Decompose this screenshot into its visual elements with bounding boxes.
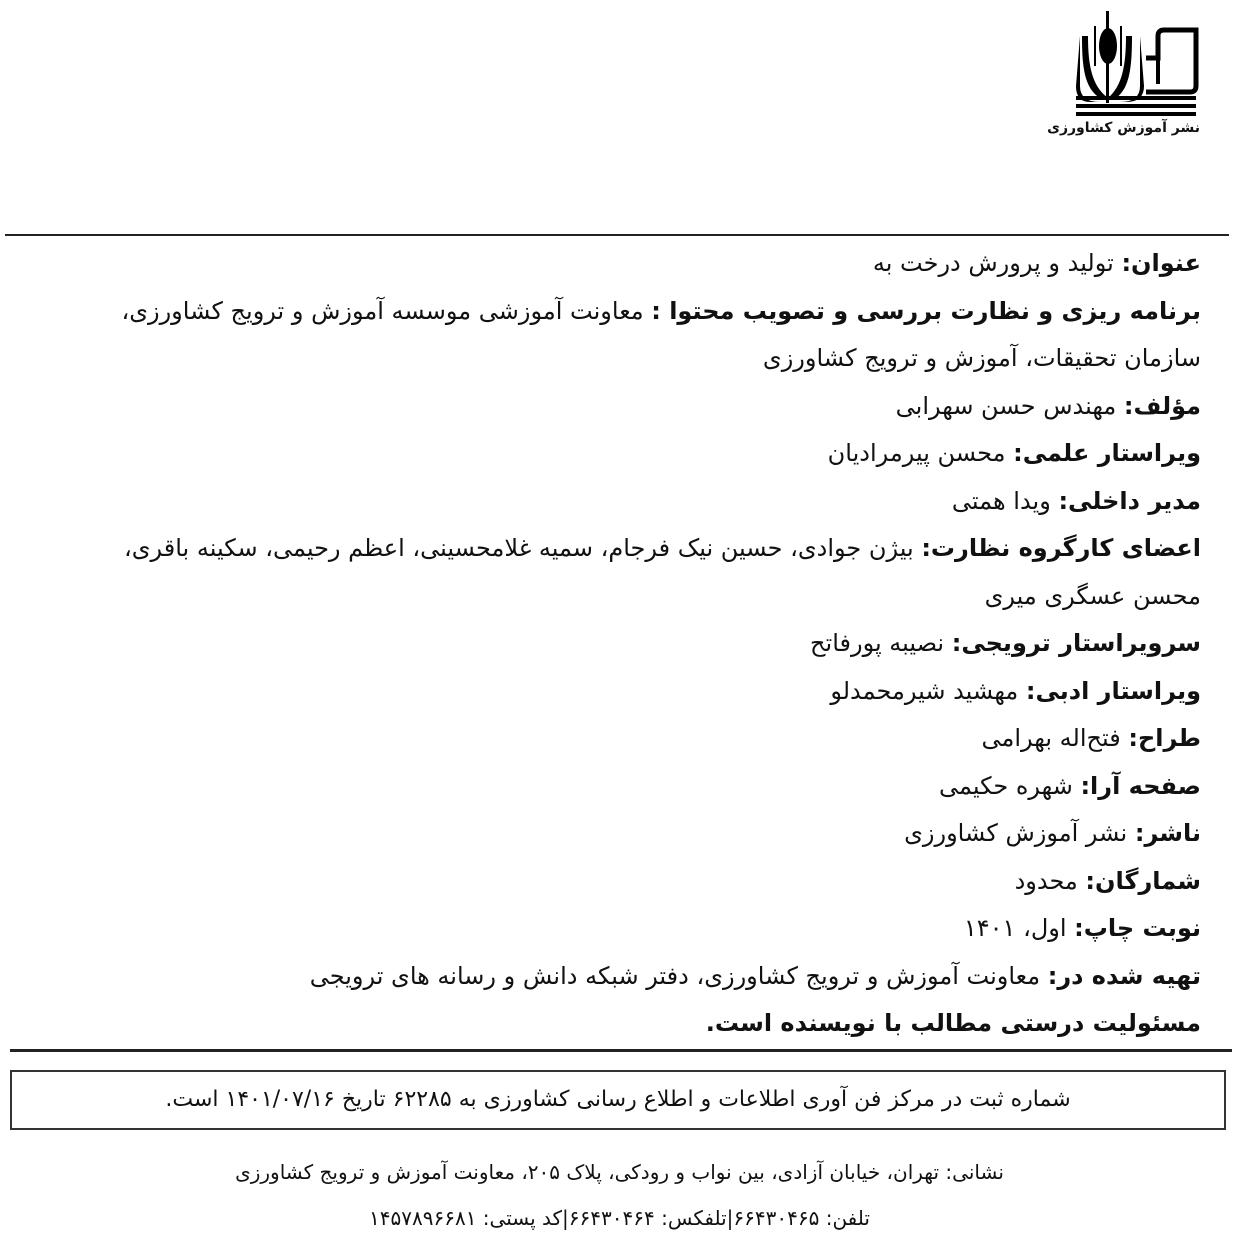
value: تولید و پرورش درخت به [872, 249, 1122, 277]
label: مؤلف: [1123, 391, 1201, 420]
credit-chief-editor [1, 620, 1201, 668]
credit-designer [1, 715, 1201, 763]
value: مهشید شیرمحمدلو [830, 676, 1026, 705]
value: اول، ۱۴۰۱ [963, 914, 1075, 942]
value: معاونت آموزشی موسسه آموزش و ترویج کشاورزی، [121, 296, 652, 325]
value: سازمان تحقیقات، آموزش و ترویج کشاورزی [762, 344, 1201, 372]
label: مدیر داخلی: [1058, 486, 1201, 515]
credit-title [1, 240, 1201, 288]
label: اعضای کارگروه نظارت: [921, 534, 1201, 562]
value: نصیبه پورفاتح [810, 629, 952, 657]
credit-prepared-in [1, 953, 1201, 1001]
label: برنامه ریزی و نظارت بررسی و تصویب محتوا : [651, 296, 1201, 325]
label: صفحه آرا: [1080, 771, 1201, 800]
logo-text: نشر آموزش کشاورزی [1047, 120, 1200, 136]
credit-literary-editor [1, 668, 1201, 716]
registration-box: شماره ثبت در مرکز فن آوری اطلاعات و اطلاع رسانی کشاورزی به ۶۲۲۸۵ تاریخ ۱۴۰۱/۰۷/۱۶ است. [10, 1070, 1226, 1130]
credit-internal-manager [1, 478, 1201, 526]
label: شمارگان: [1085, 866, 1201, 895]
label: سرویراستار ترویجی: [951, 629, 1201, 657]
label: ویراستار علمی: [1013, 439, 1201, 467]
label: ناشر: [1134, 819, 1201, 847]
credit-layout [1, 763, 1201, 811]
credit-planning [1, 288, 1201, 336]
top-divider [5, 234, 1229, 236]
value: مهندس حسن سهرابی [895, 391, 1124, 420]
credit-supervision-members [1, 525, 1201, 573]
value: شهره حکیمی [938, 771, 1081, 800]
publisher-logo [1047, 6, 1200, 146]
label: ویراستار ادبی: [1025, 676, 1201, 705]
value: معاونت آموزش و ترویج کشاورزی، دفتر شبکه دانش و رسانه های ترویجی [309, 961, 1048, 990]
value: ویدا همتی [951, 486, 1059, 515]
value: محسن عسگری میری [984, 581, 1201, 610]
credit-edition [1, 905, 1201, 953]
credit-planning-cont [1, 335, 1201, 383]
label: نوبت چاپ: [1074, 914, 1201, 942]
contact-info: تلفن: ۶۶۴۳۰۴۶۵|تلفکس: ۶۶۴۳۰۴۶۴|کد پستی: ۱۴۵۷۸۹۶۶۸۱ [369, 1206, 870, 1230]
credit-supervision-members-cont [1, 573, 1201, 621]
address: نشانی: تهران، خیابان آزادی، بین نواب و رودکی، پلاک ۲۰۵، معاونت آموزش و ترویج کشاورزی [235, 1160, 1004, 1184]
bottom-divider [10, 1049, 1232, 1052]
credit-author [1, 383, 1201, 431]
value: محدود [1014, 866, 1086, 895]
wheat-book-icon [1074, 6, 1200, 118]
label: طراح: [1128, 724, 1201, 752]
disclaimer: مسئولیت درستی مطالب با نویسنده است. [705, 1009, 1201, 1037]
credit-publisher [1, 810, 1201, 858]
credit-circulation [1, 858, 1201, 906]
value: بیژن جوادی، حسین نیک فرجام، سمیه غلامحسینی، اعظم رحیمی، سکینه باقری، [124, 534, 922, 562]
credits-list [1, 240, 1201, 1048]
value: نشر آموزش کشاورزی [904, 819, 1135, 847]
value: محسن پیرمرادیان [827, 439, 1014, 467]
credit-scientific-editor [1, 430, 1201, 478]
value: فتح‌اله بهرامی [981, 724, 1129, 752]
label: عنوان: [1121, 249, 1201, 277]
label: تهیه شده در: [1047, 961, 1201, 990]
